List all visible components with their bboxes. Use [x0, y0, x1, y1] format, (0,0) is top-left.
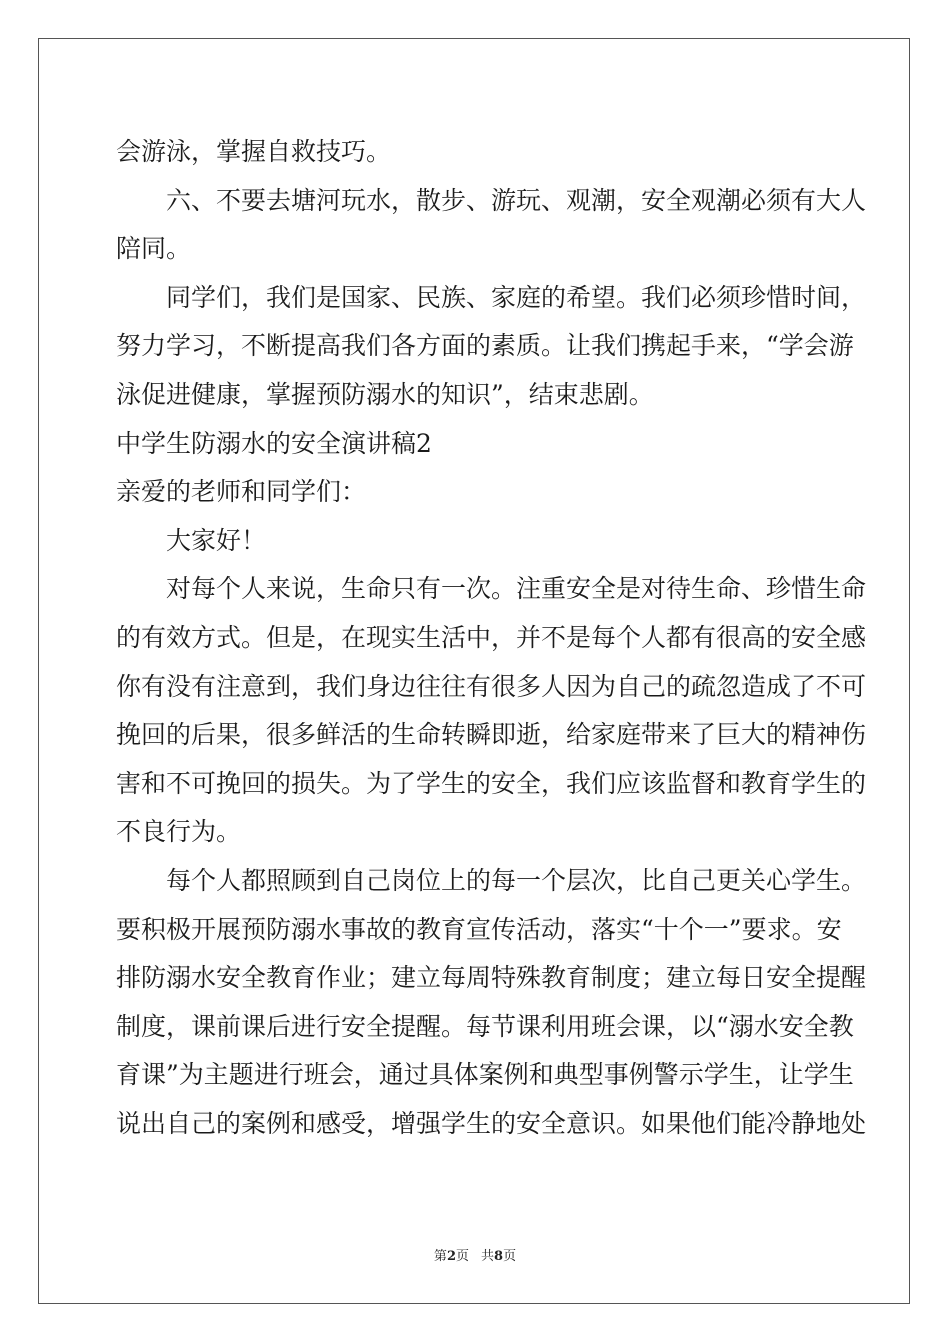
total-prefix: 共 — [481, 1249, 495, 1264]
text-line: 对每个人来说，生命只有一次。注重安全是对待生命、珍惜生命 — [166, 574, 867, 604]
total-suffix: 页 — [503, 1249, 517, 1264]
text-line: 会游泳，掌握自救技巧。 — [116, 137, 392, 166]
document-body — [116, 128, 867, 1148]
text-line: 说出自己的案例和感受，增强学生的安全意识。如果他们能冷静地处 — [116, 1108, 867, 1138]
text-line: 不良行为。 — [116, 817, 242, 847]
text-line: 害和不可挽回的损失。为了学生的安全，我们应该监督和教育学生的 — [116, 768, 867, 798]
text-line: 六、不要去塘河玩水，散步、游玩、观潮，安全观潮必须有大人 — [166, 185, 867, 215]
text-line: 努力学习，不断提高我们各方面的素质。让我们携起手来，“学会游 — [116, 331, 854, 361]
page-prefix: 第 — [433, 1249, 447, 1264]
section-heading: 中学生防溺水的安全演讲稿2 — [116, 428, 432, 458]
page-suffix: 页 — [455, 1249, 469, 1264]
greeting: 大家好！ — [166, 525, 267, 555]
text-line: 挽回的后果，很多鲜活的生命转瞬即逝，给家庭带来了巨大的精神伤 — [116, 720, 867, 750]
text-line: 的有效方式。但是，在现实生活中，并不是每个人都有很高的安全感 — [116, 622, 867, 652]
text-line: 排防溺水安全教育作业；建立每周特殊教育制度；建立每日安全提醒 — [116, 963, 867, 993]
text-line: 要积极开展预防溺水事故的教育宣传活动，落实“十个一”要求。安 — [116, 914, 842, 944]
total-pages: 8 — [494, 1249, 504, 1264]
text-line: 制度，课前课后进行安全提醒。每节课利用班会课，以“溺水安全教 — [116, 1011, 854, 1041]
salutation: 亲爱的老师和同学们： — [116, 477, 367, 507]
page-number: 2 — [446, 1249, 456, 1264]
text-line: 同学们，我们是国家、民族、家庭的希望。我们必须珍惜时间， — [166, 282, 867, 312]
text-line: 泳促进健康，掌握预防溺水的知识”，结束悲剧。 — [116, 379, 654, 409]
page-footer — [0, 1245, 950, 1264]
text-line: 每个人都照顾到自己岗位上的每一个层次，比自己更关心学生。 — [166, 865, 867, 895]
text-line: 你有没有注意到，我们身边往往有很多人因为自己的疏忽造成了不可 — [116, 671, 867, 701]
text-line: 育课”为主题进行班会，通过具体案例和典型事例警示学生，让学生 — [116, 1060, 854, 1090]
text-line: 陪同。 — [116, 234, 192, 264]
